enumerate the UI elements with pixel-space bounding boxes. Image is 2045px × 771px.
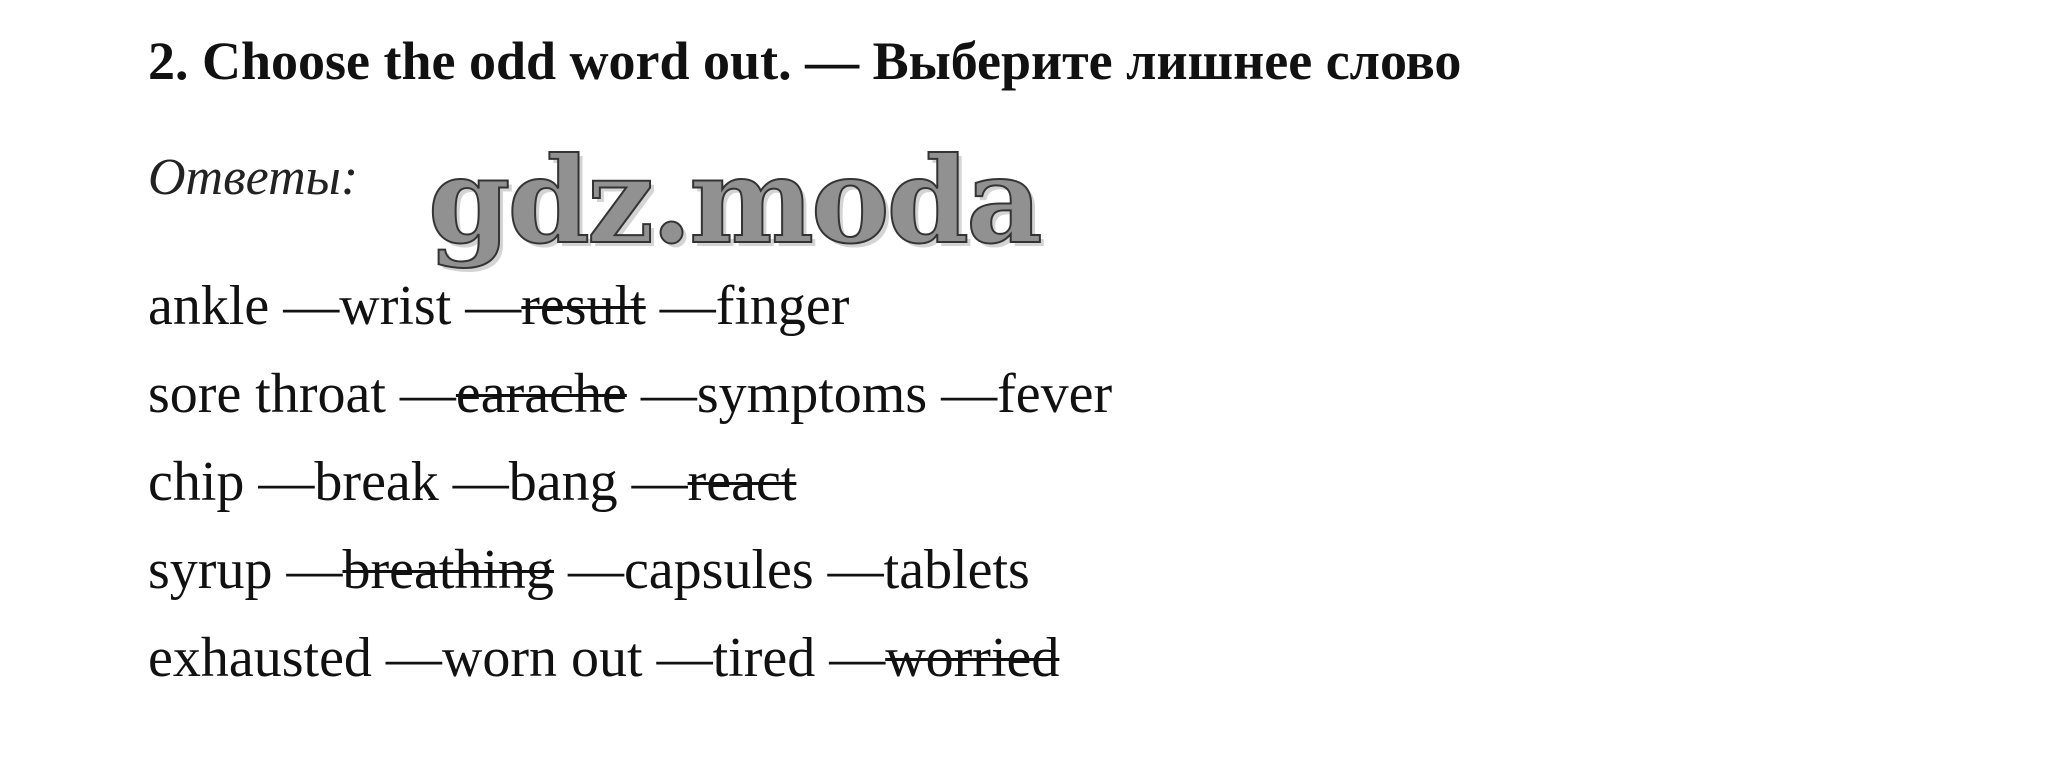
struck-odd-word: earache bbox=[455, 363, 627, 425]
dash-separator bbox=[386, 363, 456, 425]
dash-separator bbox=[815, 627, 885, 689]
word: fever bbox=[997, 363, 1113, 425]
word: break bbox=[314, 451, 439, 513]
exercise-title: 2. Choose the odd word out. — Выберите лишнее слово bbox=[148, 31, 1462, 91]
dash-separator bbox=[618, 451, 688, 513]
dash-separator bbox=[244, 451, 314, 513]
dash-separator bbox=[439, 451, 509, 513]
word: worn out bbox=[441, 627, 643, 689]
struck-odd-word: react bbox=[687, 451, 797, 513]
answers-list bbox=[148, 262, 1112, 702]
word: capsules bbox=[623, 539, 814, 601]
dash-separator bbox=[269, 275, 339, 337]
watermark-logo: gdz.moda bbox=[428, 131, 1040, 270]
answer-row bbox=[148, 350, 1112, 438]
word: tablets bbox=[883, 539, 1030, 601]
dash-separator bbox=[627, 363, 697, 425]
answer-row bbox=[148, 526, 1112, 614]
answers-label: Ответы: bbox=[148, 149, 359, 206]
word: chip bbox=[148, 451, 245, 513]
dash-separator bbox=[927, 363, 997, 425]
struck-odd-word: breathing bbox=[342, 539, 554, 601]
dash-separator bbox=[643, 627, 713, 689]
dash-separator bbox=[646, 275, 716, 337]
word: symptoms bbox=[696, 363, 928, 425]
answer-row bbox=[148, 262, 1112, 350]
word: bang bbox=[508, 451, 618, 513]
answer-row bbox=[148, 438, 1112, 526]
word: finger bbox=[715, 275, 850, 337]
word: ankle bbox=[148, 275, 270, 337]
struck-odd-word: worried bbox=[885, 627, 1060, 689]
word: exhausted bbox=[148, 627, 372, 689]
dash-separator bbox=[272, 539, 342, 601]
word: sore throat bbox=[148, 363, 386, 425]
dash-separator bbox=[554, 539, 624, 601]
word: wrist bbox=[339, 275, 452, 337]
dash-separator bbox=[814, 539, 884, 601]
word: syrup bbox=[148, 539, 273, 601]
answer-row bbox=[148, 614, 1112, 702]
dash-separator bbox=[451, 275, 521, 337]
dash-separator bbox=[372, 627, 442, 689]
struck-odd-word: result bbox=[521, 275, 646, 337]
word: tired bbox=[712, 627, 816, 689]
